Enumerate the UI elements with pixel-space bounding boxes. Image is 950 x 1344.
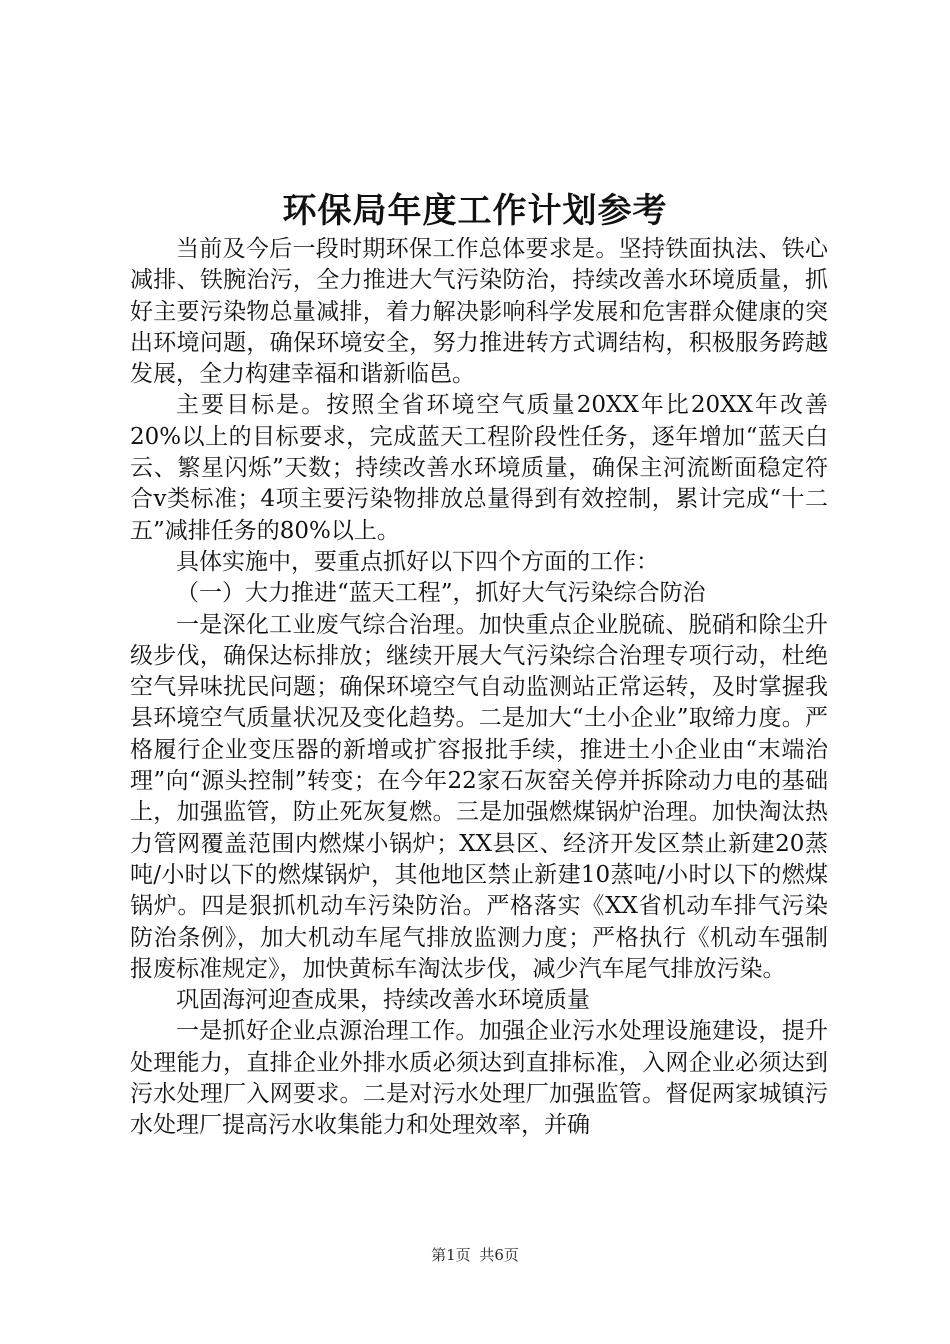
paragraph-overall-requirements: 当前及今后一段时期环保工作总体要求是。坚持铁面执法、铁心减排、铁腕治污，全力推进大气污染防治，持续改善水环境质量，抓好主要污染物总量减排，着力解决影响科学发展和危害群众健康的突出环境问题，确保环境安全，努力推进转方式调结构，积极服务跨越发展，全力构建幸福和谐新临邑。 <box>130 236 828 388</box>
page-number: 第1页 <box>431 1246 471 1264</box>
page-footer <box>0 1244 950 1265</box>
page-total: 共6页 <box>479 1246 519 1264</box>
paragraph-implementation-intro: 具体实施中，要重点抓好以下四个方面的工作： <box>176 548 659 575</box>
section-heading-water-quality: 巩固海河迎查成果，持续改善水环境质量 <box>176 987 590 1014</box>
document-body <box>130 234 828 1142</box>
paragraph-main-goals: 主要目标是。按照全省环境空气质量20XX年比20XX年改善20%以上的目标要求，完成蓝天工程阶段性任务，逐年增加“蓝天白云、繁星闪烁”天数；持续改善水环境质量，确保主河流断面稳定符合v类标准；4项主要污染物排放总量得到有效控制，累计完成“十二五”减排任务的80%以上。 <box>130 392 828 544</box>
document-title: 环保局年度工作计划参考 <box>282 191 668 231</box>
paragraph-water-pollution-measures: 一是抓好企业点源治理工作。加强企业污水处理设施建设，提升处理能力，直排企业外排水质必须达到直排标准，入网企业必须达到污水处理厂入网要求。二是对污水处理厂加强监管。督促两家城镇污水处理厂提高污水收集能力和处理效率，并确 <box>130 1018 828 1139</box>
paragraph-air-pollution-measures: 一是深化工业废气综合治理。加快重点企业脱硫、脱硝和除尘升级步伐，确保达标排放；继续开展大气污染综合治理专项行动，杜绝空气异味扰民问题；确保环境空气自动监测站正常运转，及时掌握我县环境空气质量状况及变化趋势。二是加大“土小企业”取缔力度。严格履行企业变压器的新增或扩容报批手续，推进土小企业由“末端治理”向“源头控制”转变；在今年22家石灰窑关停并拆除动力电的基础上，加强监管，防止死灰复燃。三是加强燃煤锅炉治理。加快淘汰热力管网覆盖范围内燃煤小锅炉；XX县区、经济开发区禁止新建20蒸吨/小时以下的燃煤锅炉，其他地区禁止新建10蒸吨/小时以下的燃煤锅炉。四是狠抓机动车污染防治。严格落实《XX省机动车排气污染防治条例》，加大机动车尾气排放监测力度；严格执行《机动车强制报废标准规定》，加快黄标车淘汰步伐，减少汽车尾气排放污染。 <box>130 611 828 982</box>
section-heading-blue-sky: （一）大力推进“蓝天工程”，抓好大气污染综合防治 <box>176 580 706 607</box>
